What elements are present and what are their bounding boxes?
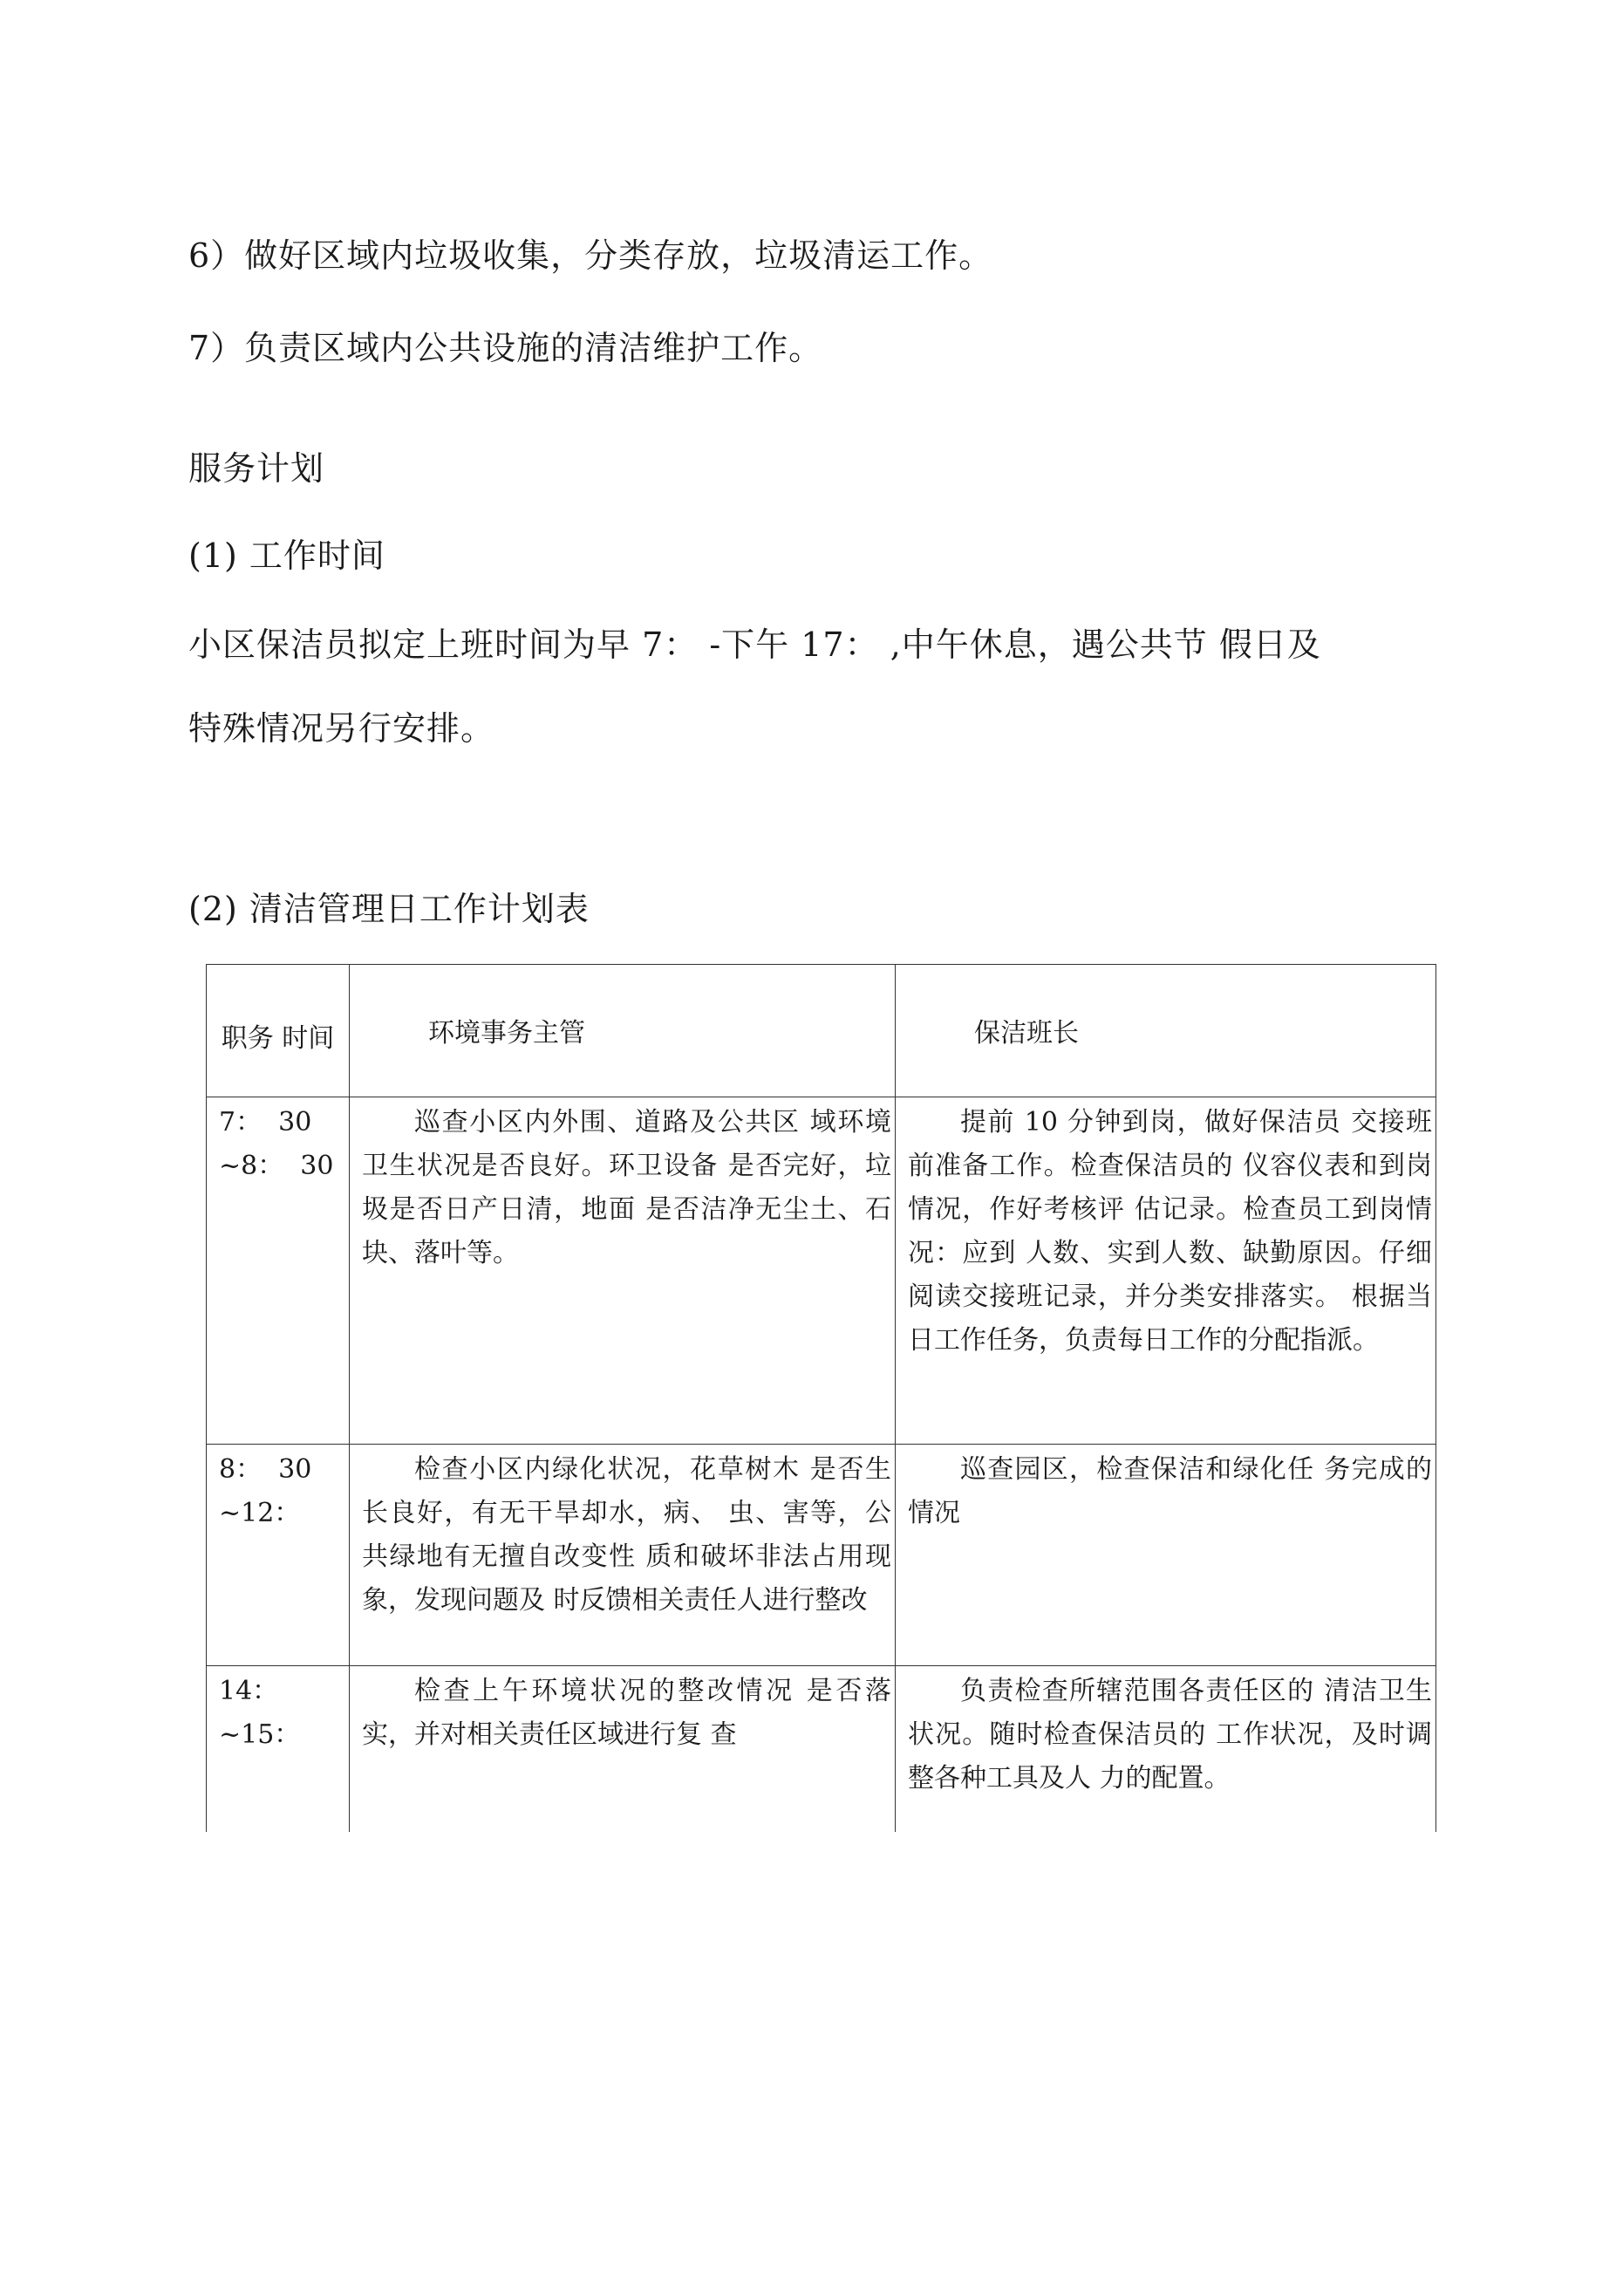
table-title: (2) 清洁管理日工作计划表	[188, 890, 590, 928]
section-heading-service-plan: 服务计划	[188, 449, 325, 488]
header-cleaning-leader: 保洁班长	[896, 965, 1436, 1097]
table-row	[207, 1666, 1436, 1832]
work-time-text-line2: 特殊情况另行安排。	[188, 709, 495, 748]
header-env-supervisor: 环境事务主管	[350, 965, 896, 1097]
leader-task-cell: 负责检查所辖范围各责任区的 清洁卫生状况。随时检查保洁员的 工作状况，及时调整各种工具及人 力的配置。	[896, 1666, 1436, 1832]
time-cell: 8： 30 ~12：	[207, 1445, 350, 1666]
table-header-row	[207, 965, 1436, 1097]
supervisor-task-cell: 检查小区内绿化状况，花草树木 是否生长良好，有无干旱却水，病、 虫、害等，公共绿地有无擅自改变性 质和破坏非法占用现象，发现问题及 时反馈相关责任人进行整改	[350, 1445, 896, 1666]
list-item-6: 6）做好区域内垃圾收集，分类存放，垃圾清运工作。	[188, 236, 993, 275]
daily-cleaning-schedule-table	[206, 964, 1436, 1832]
list-item-7: 7）负责区域内公共设施的清洁维护工作。	[188, 329, 823, 367]
header-role-time: 职务 时间	[207, 965, 350, 1097]
leader-task-cell: 提前 10 分钟到岗，做好保洁员 交接班前准备工作。检查保洁员的 仪容仪表和到岗情况，作好考核评 估记录。检查员工到岗情况：应到 人数、实到人数、缺勤原因。仔细 阅读交接班记录，并分类安排落实。 根据当日工作任务，负责每日工作的分配指派。	[896, 1097, 1436, 1445]
time-cell: 14： ~15：	[207, 1666, 350, 1832]
subheading-work-time: (1) 工作时间	[188, 536, 385, 575]
leader-task-cell: 巡查园区，检查保洁和绿化任 务完成的情况	[896, 1445, 1436, 1666]
table-row	[207, 1097, 1436, 1445]
table-row	[207, 1445, 1436, 1666]
supervisor-task-cell: 巡查小区内外围、道路及公共区 域环境卫生状况是否良好。环卫设备 是否完好，垃圾是否日产日清，地面 是否洁净无尘土、石块、落叶等。	[350, 1097, 896, 1445]
supervisor-task-cell: 检查上午环境状况的整改情况 是否落实，并对相关责任区域进行复 查	[350, 1666, 896, 1832]
work-time-text-line1: 小区保洁员拟定上班时间为早 7： -下午 17： ,中午休息，遇公共节 假日及	[188, 625, 1321, 664]
time-cell: 7： 30 ~8： 30	[207, 1097, 350, 1445]
